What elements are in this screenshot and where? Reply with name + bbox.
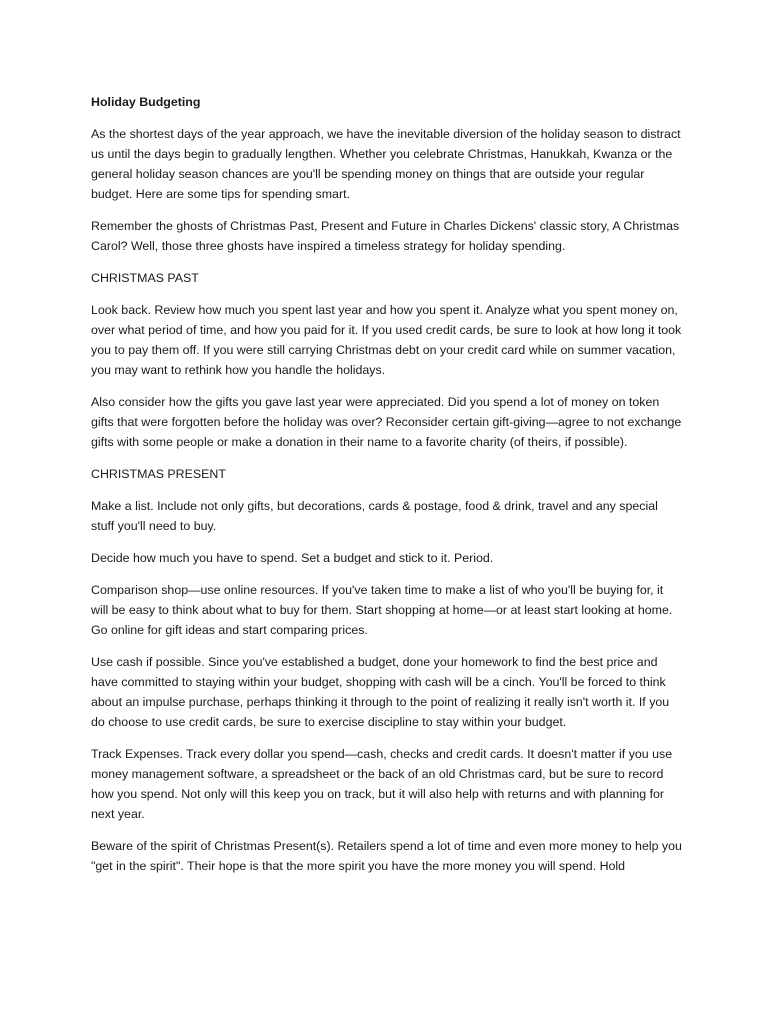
document-title: Holiday Budgeting	[91, 95, 201, 109]
section-heading-christmas-present: CHRISTMAS PRESENT	[91, 467, 226, 481]
paragraph-budget: Decide how much you have to spend. Set a budget and stick to it. Period.	[91, 551, 494, 565]
paragraph-make-list: Make a list. Include not only gifts, but decorations, cards & postage, food & drink, travel and any special stuff you'll need to buy.	[91, 499, 658, 533]
section-heading-christmas-past: CHRISTMAS PAST	[91, 271, 199, 285]
paragraph-gifts-appreciated: Also consider how the gifts you gave last year were appreciated. Did you spend a lot of money on token gifts that were forgotten before the holiday was over? Reconsider certain gift-giving—agree to not exchange gifts with some people or make a donation in their name to a favorite charity (of theirs, if possible).	[91, 395, 682, 449]
paragraph-use-cash: Use cash if possible. Since you've established a budget, done your homework to find the best price and have committed to staying within your budget, shopping with cash will be a cinch. You'll be forced to think about an impulse purchase, perhaps thinking it through to the point of realizing it really isn't worth it. If you do choose to use credit cards, be sure to exercise discipline to stay within your budget.	[91, 655, 670, 729]
paragraph-ghosts: Remember the ghosts of Christmas Past, Present and Future in Charles Dickens' classic story, A Christmas Carol? Well, those three ghosts have inspired a timeless strategy for holiday spending.	[91, 219, 680, 253]
paragraph-intro: As the shortest days of the year approach, we have the inevitable diversion of the holiday season to distract us until the days begin to gradually lengthen. Whether you celebrate Christmas, Hanukkah, Kwanza or the general holiday season chances are you'll be spending money on things that are outside your regular budget. Here are some tips for spending smart.	[91, 127, 681, 201]
paragraph-comparison-shop: Comparison shop—use online resources. If you've taken time to make a list of who you'll be buying for, it will be easy to think about what to buy for them. Start shopping at home—or at least start looking at home. Go online for gift ideas and start comparing prices.	[91, 583, 673, 637]
paragraph-beware-spirit: Beware of the spirit of Christmas Present(s). Retailers spend a lot of time and even more money to help you "get in the spirit". Their hope is that the more spirit you have the more money you will spend. Hold	[91, 839, 682, 873]
paragraph-look-back: Look back. Review how much you spent last year and how you spent it. Analyze what you spent money on, over what period of time, and how you paid for it. If you used credit cards, be sure to look at how long it took you to pay them off. If you were still carrying Christmas debt on your credit card while on summer vacation, you may want to rethink how you handle the holidays.	[91, 303, 682, 377]
paragraph-track-expenses: Track Expenses. Track every dollar you spend—cash, checks and credit cards. It doesn't matter if you use money management software, a spreadsheet or the back of an old Christmas card, but be sure to record how you spend. Not only will this keep you on track, but it will also help with returns and with planning for next year.	[91, 747, 673, 821]
